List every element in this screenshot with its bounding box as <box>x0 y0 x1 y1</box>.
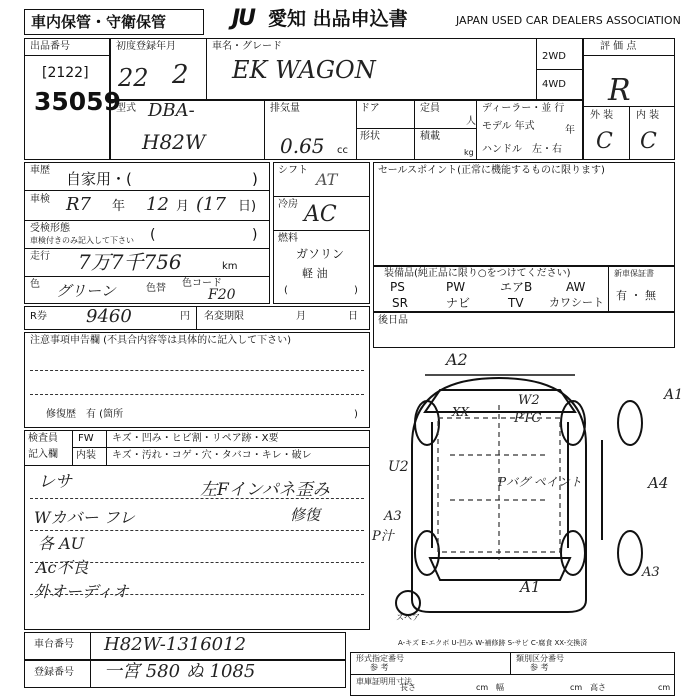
interior-grade: C <box>640 129 657 154</box>
mark-a3-left: A3 <box>384 509 402 524</box>
note-1: レサ <box>38 472 72 492</box>
inspection-year-unit: 年 <box>112 199 126 214</box>
form-ref-label: 参 考 <box>370 663 389 672</box>
spare-label: スペア <box>396 613 420 622</box>
exterior-label: 外 装 <box>590 110 614 121</box>
grade-score: R <box>608 73 631 108</box>
color-change-label: 色替 <box>146 283 166 294</box>
name-change-month: 月 <box>296 311 306 322</box>
plate-number: 一宮 580 ぬ 1085 <box>104 661 256 682</box>
first-reg-year: 22 <box>118 64 149 92</box>
equipment-aw: AW <box>566 280 586 294</box>
association-name: JAPAN USED CAR DEALERS ASSOCIATION <box>456 14 681 27</box>
mark-w2: W2 <box>518 393 540 408</box>
note-4: Ac不良 <box>36 558 89 577</box>
recycle-value: 9460 <box>86 306 132 327</box>
inspector-label-1: 検査員 <box>28 433 58 444</box>
kg-unit: kg <box>464 148 474 157</box>
height-unit: cm <box>658 683 671 692</box>
mark-a1-front: A1 <box>664 387 684 403</box>
class-number-label: 類別区分番号 <box>516 654 564 663</box>
ac-label: 冷房 <box>278 199 298 210</box>
inspection-day-unit: 日) <box>238 199 257 214</box>
selling-points-label: セールスポイント(正常に機能するものに限ります) <box>378 165 605 176</box>
warranty-label: 新車保証書 <box>614 269 654 278</box>
length-label: 長さ <box>400 683 416 692</box>
mark-plug-paint: Pバグ ペイント <box>498 475 582 489</box>
note-5: 外オーディオ <box>34 582 129 601</box>
first-reg-label: 初度登録年月 <box>116 41 176 52</box>
name-change-day: 日 <box>348 311 358 322</box>
form-title: 愛知 出品申込書 <box>268 8 408 30</box>
receive-close: ) <box>252 227 258 243</box>
inspection-month: 12 <box>146 194 169 215</box>
lot-bracket-number: [2122] <box>42 65 89 81</box>
mileage-label: 走行 <box>30 251 50 262</box>
storage-tag: 車内保管・守衛保管 <box>31 13 167 31</box>
damage-legend: A-キズ E-エクボ U-凹み W-補修跡 S-サビ C-腐食 XX-交換済 <box>398 639 588 647</box>
first-reg-month: 2 <box>172 60 189 90</box>
inspection-day: (17 <box>196 194 226 215</box>
fuel-close: ) <box>354 285 358 296</box>
width-label: 幅 <box>496 683 504 692</box>
inspector-fw-items: キズ・凹み・ヒビ割・リペア跡・X要 <box>112 433 279 444</box>
displacement: 0.65 <box>280 134 325 158</box>
equipment-pw: PW <box>446 280 466 294</box>
chassis-number: H82W-1316012 <box>104 634 247 655</box>
repair-history-label: 修復歴 有 (箇所 <box>46 409 124 420</box>
note-6: 左Fインパネ歪み <box>200 480 330 500</box>
form-number-label: 形式指定番号 <box>356 654 404 663</box>
fuel-diesel: 軽 油 <box>302 267 328 280</box>
notes-label: 注意事項申告欄 (不具合内容等は具体的に記入して下さい) <box>30 335 291 346</box>
displacement-label: 排気量 <box>270 103 300 114</box>
cc-unit: cc <box>337 145 348 156</box>
fuel-label: 燃料 <box>278 233 298 244</box>
drive-4wd: 4WD <box>542 79 566 90</box>
usage-value: 自家用・( <box>66 170 132 188</box>
load-label: 積載 <box>420 131 440 142</box>
inspection-label: 車検 <box>30 194 50 205</box>
ac-value: AC <box>304 202 337 227</box>
model-code: H82W <box>142 130 206 154</box>
garage-cert-label: 車庫証明用寸法 <box>356 677 412 686</box>
note-2: Wカバー フレ <box>34 508 135 527</box>
mark-a3-right: A3 <box>642 565 660 580</box>
receive-label: 受検形態 <box>30 223 70 234</box>
chassis-label: 車台番号 <box>34 639 74 650</box>
model-year-label: モデル 年式 <box>482 121 535 132</box>
recycle-label: R券 <box>30 311 47 322</box>
ju-logo: JU <box>232 6 255 31</box>
equipment-sr: SR <box>392 296 408 310</box>
inspection-era: R7 <box>66 194 92 215</box>
class-ref-label: 参 考 <box>530 663 549 672</box>
shift-value: AT <box>316 170 338 189</box>
grade-label: 評 価 点 <box>600 41 637 52</box>
year-unit: 年 <box>565 125 575 136</box>
dealer-label: ディーラー・並 行 <box>482 103 565 114</box>
note-3: 各 AU <box>38 534 85 553</box>
exterior-grade: C <box>596 129 613 154</box>
color-code: F20 <box>208 287 236 303</box>
equipment-leather-seat: カワシート <box>549 296 604 309</box>
handle-label: ハンドル 左・右 <box>482 144 562 155</box>
height-label: 高さ <box>590 683 606 692</box>
capacity-label: 定員 <box>420 103 440 114</box>
model-prefix: DBA- <box>148 100 195 121</box>
shape-label: 形状 <box>360 131 380 142</box>
inspector-interior-items: キズ・汚れ・コゲ・穴・タバコ・キレ・破レ <box>112 450 312 461</box>
model-label: 型式 <box>116 103 136 114</box>
equipment-label: 装備品(純正品に限り○をつけてください) <box>384 268 571 279</box>
receive-open: ( <box>150 227 156 243</box>
drive-2wd: 2WD <box>542 51 566 62</box>
warranty-options: 有 ・ 無 <box>616 289 656 302</box>
lot-label: 出品番号 <box>30 41 70 52</box>
mark-a4: A4 <box>648 474 669 492</box>
fuel-gasoline: ガソリン <box>296 247 345 261</box>
length-unit: cm <box>476 683 489 692</box>
person-unit: 人 <box>466 116 476 127</box>
usage-label: 車歴 <box>30 165 50 176</box>
shift-label: シフト <box>278 165 308 176</box>
equipment-tv: TV <box>508 296 524 310</box>
recycle-yen: 円 <box>180 311 190 322</box>
equipment-airbag: エアB <box>500 280 533 294</box>
interior-label: 内 装 <box>636 110 660 121</box>
lot-number: 35059 <box>34 87 121 116</box>
repair-history-close: ) <box>354 409 358 420</box>
mark-u2: U2 <box>388 459 409 475</box>
mark-ptc: PTC <box>514 411 542 426</box>
mark-xx: XX <box>452 405 470 419</box>
note-7: 修復 <box>290 506 321 524</box>
equipment-ps: PS <box>390 280 405 294</box>
equipment-navi: ナビ <box>446 296 471 310</box>
backside-label: 後日品 <box>378 315 408 326</box>
mark-pth: P汁 <box>372 529 394 544</box>
car-name-label: 車名・グレード <box>212 41 282 52</box>
door-label: ドア <box>360 103 380 114</box>
inspector-label-2: 記入欄 <box>28 449 58 460</box>
fuel-open: ( <box>284 285 288 296</box>
plate-label: 登録番号 <box>34 667 74 678</box>
name-change-label: 名変期限 <box>204 311 244 322</box>
color-code-label: 色コード <box>182 278 222 289</box>
receive-note: 車検付きのみ記入して下さい <box>30 236 134 245</box>
mark-a1-rear: A1 <box>520 578 541 596</box>
inspection-month-unit: 月 <box>176 199 190 214</box>
color-value: グリーン <box>56 282 116 300</box>
inspector-interior-label: 内装 <box>76 450 96 461</box>
mark-a2: A2 <box>446 350 468 369</box>
color-label: 色 <box>30 279 40 290</box>
mileage-unit: km <box>222 261 238 272</box>
inspector-fw-label: FW <box>78 433 94 444</box>
usage-close: ) <box>252 170 258 188</box>
mileage-value: 7万7千756 <box>78 250 182 274</box>
car-name: EK WAGON <box>232 56 376 84</box>
width-unit: cm <box>570 683 583 692</box>
